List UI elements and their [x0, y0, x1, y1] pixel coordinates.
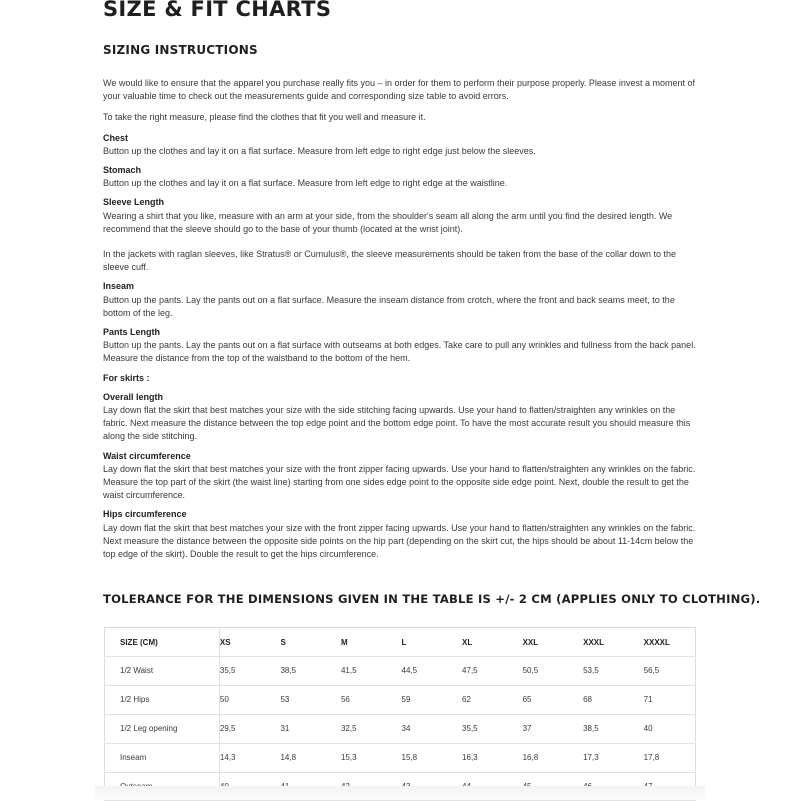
table-row — [105, 657, 696, 686]
column-header: M — [341, 628, 402, 657]
table-row — [105, 685, 696, 714]
table-cell: 17,3 — [583, 743, 644, 772]
column-header: XS — [219, 628, 280, 657]
table-cell: 15,3 — [341, 743, 402, 772]
table-cell: 29,5 — [219, 714, 280, 743]
hips-circumference-text: Lay down flat the skirt that best matches your size with the front zipper facing upwards. Use your hand to flatten/straighten any wrinkles on the fabric. Next measure the distance between the opposite side points on the hip part (depending on the skirt cut, the hips should be about 11-14cm below the top edge of the skirt). Double the result to get the hips circumference. — [103, 522, 696, 560]
tolerance-title: TOLERANCE FOR THE DIMENSIONS GIVEN IN THE TABLE IS +/- 2 CM (APPLIES ONLY TO CLOTHING). — [103, 592, 761, 606]
table-cell: 37 — [523, 714, 584, 743]
table-cell: 56,5 — [644, 657, 696, 686]
waist-circumference-heading: Waist circumference — [103, 450, 191, 461]
sizing-instructions — [103, 77, 698, 561]
pants-length-heading: Pants Length — [103, 327, 161, 338]
column-header: XL — [462, 628, 523, 657]
hips-circumference-heading: Hips circumference — [103, 509, 187, 520]
table-cell: 40 — [644, 714, 696, 743]
waist-circumference-text: Lay down flat the skirt that best matches your size with the front zipper facing upwards. Use your hand to flatten/straighten any wrinkles on the fabric. Measure the top part of the skirt (the waist line) starting from one sides edge point to the opposite side edge point. Next, double the result to get the waist circumference. — [103, 463, 696, 501]
skirts-label: For skirts : — [103, 372, 150, 383]
intro-paragraph: To take the right measure, please find the clothes that fit you well and measure it. — [103, 112, 426, 123]
column-header: XXXL — [583, 628, 644, 657]
table-cell: 47,5 — [462, 657, 523, 686]
row-label: 1/2 Waist — [105, 657, 220, 686]
column-header: SIZE (CM) — [105, 628, 220, 657]
table-row — [105, 714, 696, 743]
table-cell: 68 — [583, 685, 644, 714]
table-cell: 17,8 — [644, 743, 696, 772]
table-cell: 65 — [523, 685, 584, 714]
sleeve-text-raglan: In the jackets with raglan sleeves, like Stratus® or Cumulus®, the sleeve measurements should be taken from the base of the collar down to the sleeve cuff. — [103, 249, 677, 273]
table-cell: 15,8 — [402, 743, 463, 772]
stomach-text: Button up the clothes and lay it on a flat surface. Measure from left edge to right edge at the waistline. — [103, 178, 508, 189]
column-header: S — [280, 628, 341, 657]
chest-heading: Chest — [103, 132, 129, 143]
row-label: Inseam — [105, 743, 220, 772]
inseam-text: Button up the pants. Lay the pants out on a flat surface. Measure the inseam distance from crotch, where the front and back seams meet, to the bottom of the leg. — [103, 294, 675, 318]
table-cell: 62 — [462, 685, 523, 714]
table-cell: 53,5 — [583, 657, 644, 686]
table-cell: 35,5 — [462, 714, 523, 743]
sleeve-heading: Sleeve Length — [103, 197, 165, 208]
column-header: L — [402, 628, 463, 657]
page-footer-shade — [95, 786, 705, 800]
table-cell: 44,5 — [402, 657, 463, 686]
table-cell: 38,5 — [280, 657, 341, 686]
pants-length-text: Button up the pants. Lay the pants out on a flat surface with outseams at both edges. Take care to pull any wrinkles and fullness from the back panel. Measure the distance from the top of the waistband to the bottom of the hem. — [103, 340, 696, 364]
stomach-heading: Stomach — [103, 165, 142, 176]
column-header: XXL — [523, 628, 584, 657]
table-cell: 16,3 — [462, 743, 523, 772]
table-cell: 14,8 — [280, 743, 341, 772]
inseam-heading: Inseam — [103, 281, 135, 292]
size-table — [104, 627, 696, 801]
table-cell: 50,5 — [523, 657, 584, 686]
table-cell: 16,8 — [523, 743, 584, 772]
table-cell: 59 — [402, 685, 463, 714]
overall-length-text: Lay down flat the skirt that best matches your size with the side stitching facing upwards. Use your hand to flatten/straighten any wrinkles on the fabric. Next measure the distance between the top edge point and the bottom edge point. To have the most accurate result you should measure this along the side stitching. — [103, 405, 691, 442]
table-cell: 35,5 — [219, 657, 280, 686]
row-label: 1/2 Leg opening — [105, 714, 220, 743]
table-cell: 50 — [219, 685, 280, 714]
table-cell: 71 — [644, 685, 696, 714]
table-header-row — [105, 628, 696, 657]
section-title: SIZING INSTRUCTIONS — [103, 43, 258, 57]
page-title: SIZE & FIT CHARTS — [103, 0, 332, 21]
table-cell: 14,3 — [219, 743, 280, 772]
intro-paragraph: We would like to ensure that the apparel you purchase really fits you – in order for them to perform their purpose properly. Please invest a moment of your valuable time to check out the measurements guide and corresponding size table to avoid errors. — [103, 78, 695, 102]
sleeve-text: Wearing a shirt that you like, measure with an arm at your side, from the shoulder's seam all along the arm until you find the desired length. We recommend that the sleeve should go to the base of your thumb (located at the wrist joint). — [103, 210, 673, 234]
table-cell: 53 — [280, 685, 341, 714]
table-row — [105, 743, 696, 772]
table-cell: 34 — [402, 714, 463, 743]
table-cell: 41,5 — [341, 657, 402, 686]
overall-length-heading: Overall length — [103, 391, 164, 402]
row-label: 1/2 Hips — [105, 685, 220, 714]
chest-text: Button up the clothes and lay it on a flat surface. Measure from left edge to right edge just below the sleeves. — [103, 145, 536, 156]
table-cell: 31 — [280, 714, 341, 743]
table-cell: 38,5 — [583, 714, 644, 743]
table-cell: 32,5 — [341, 714, 402, 743]
table-cell: 56 — [341, 685, 402, 714]
column-header: XXXXL — [644, 628, 696, 657]
